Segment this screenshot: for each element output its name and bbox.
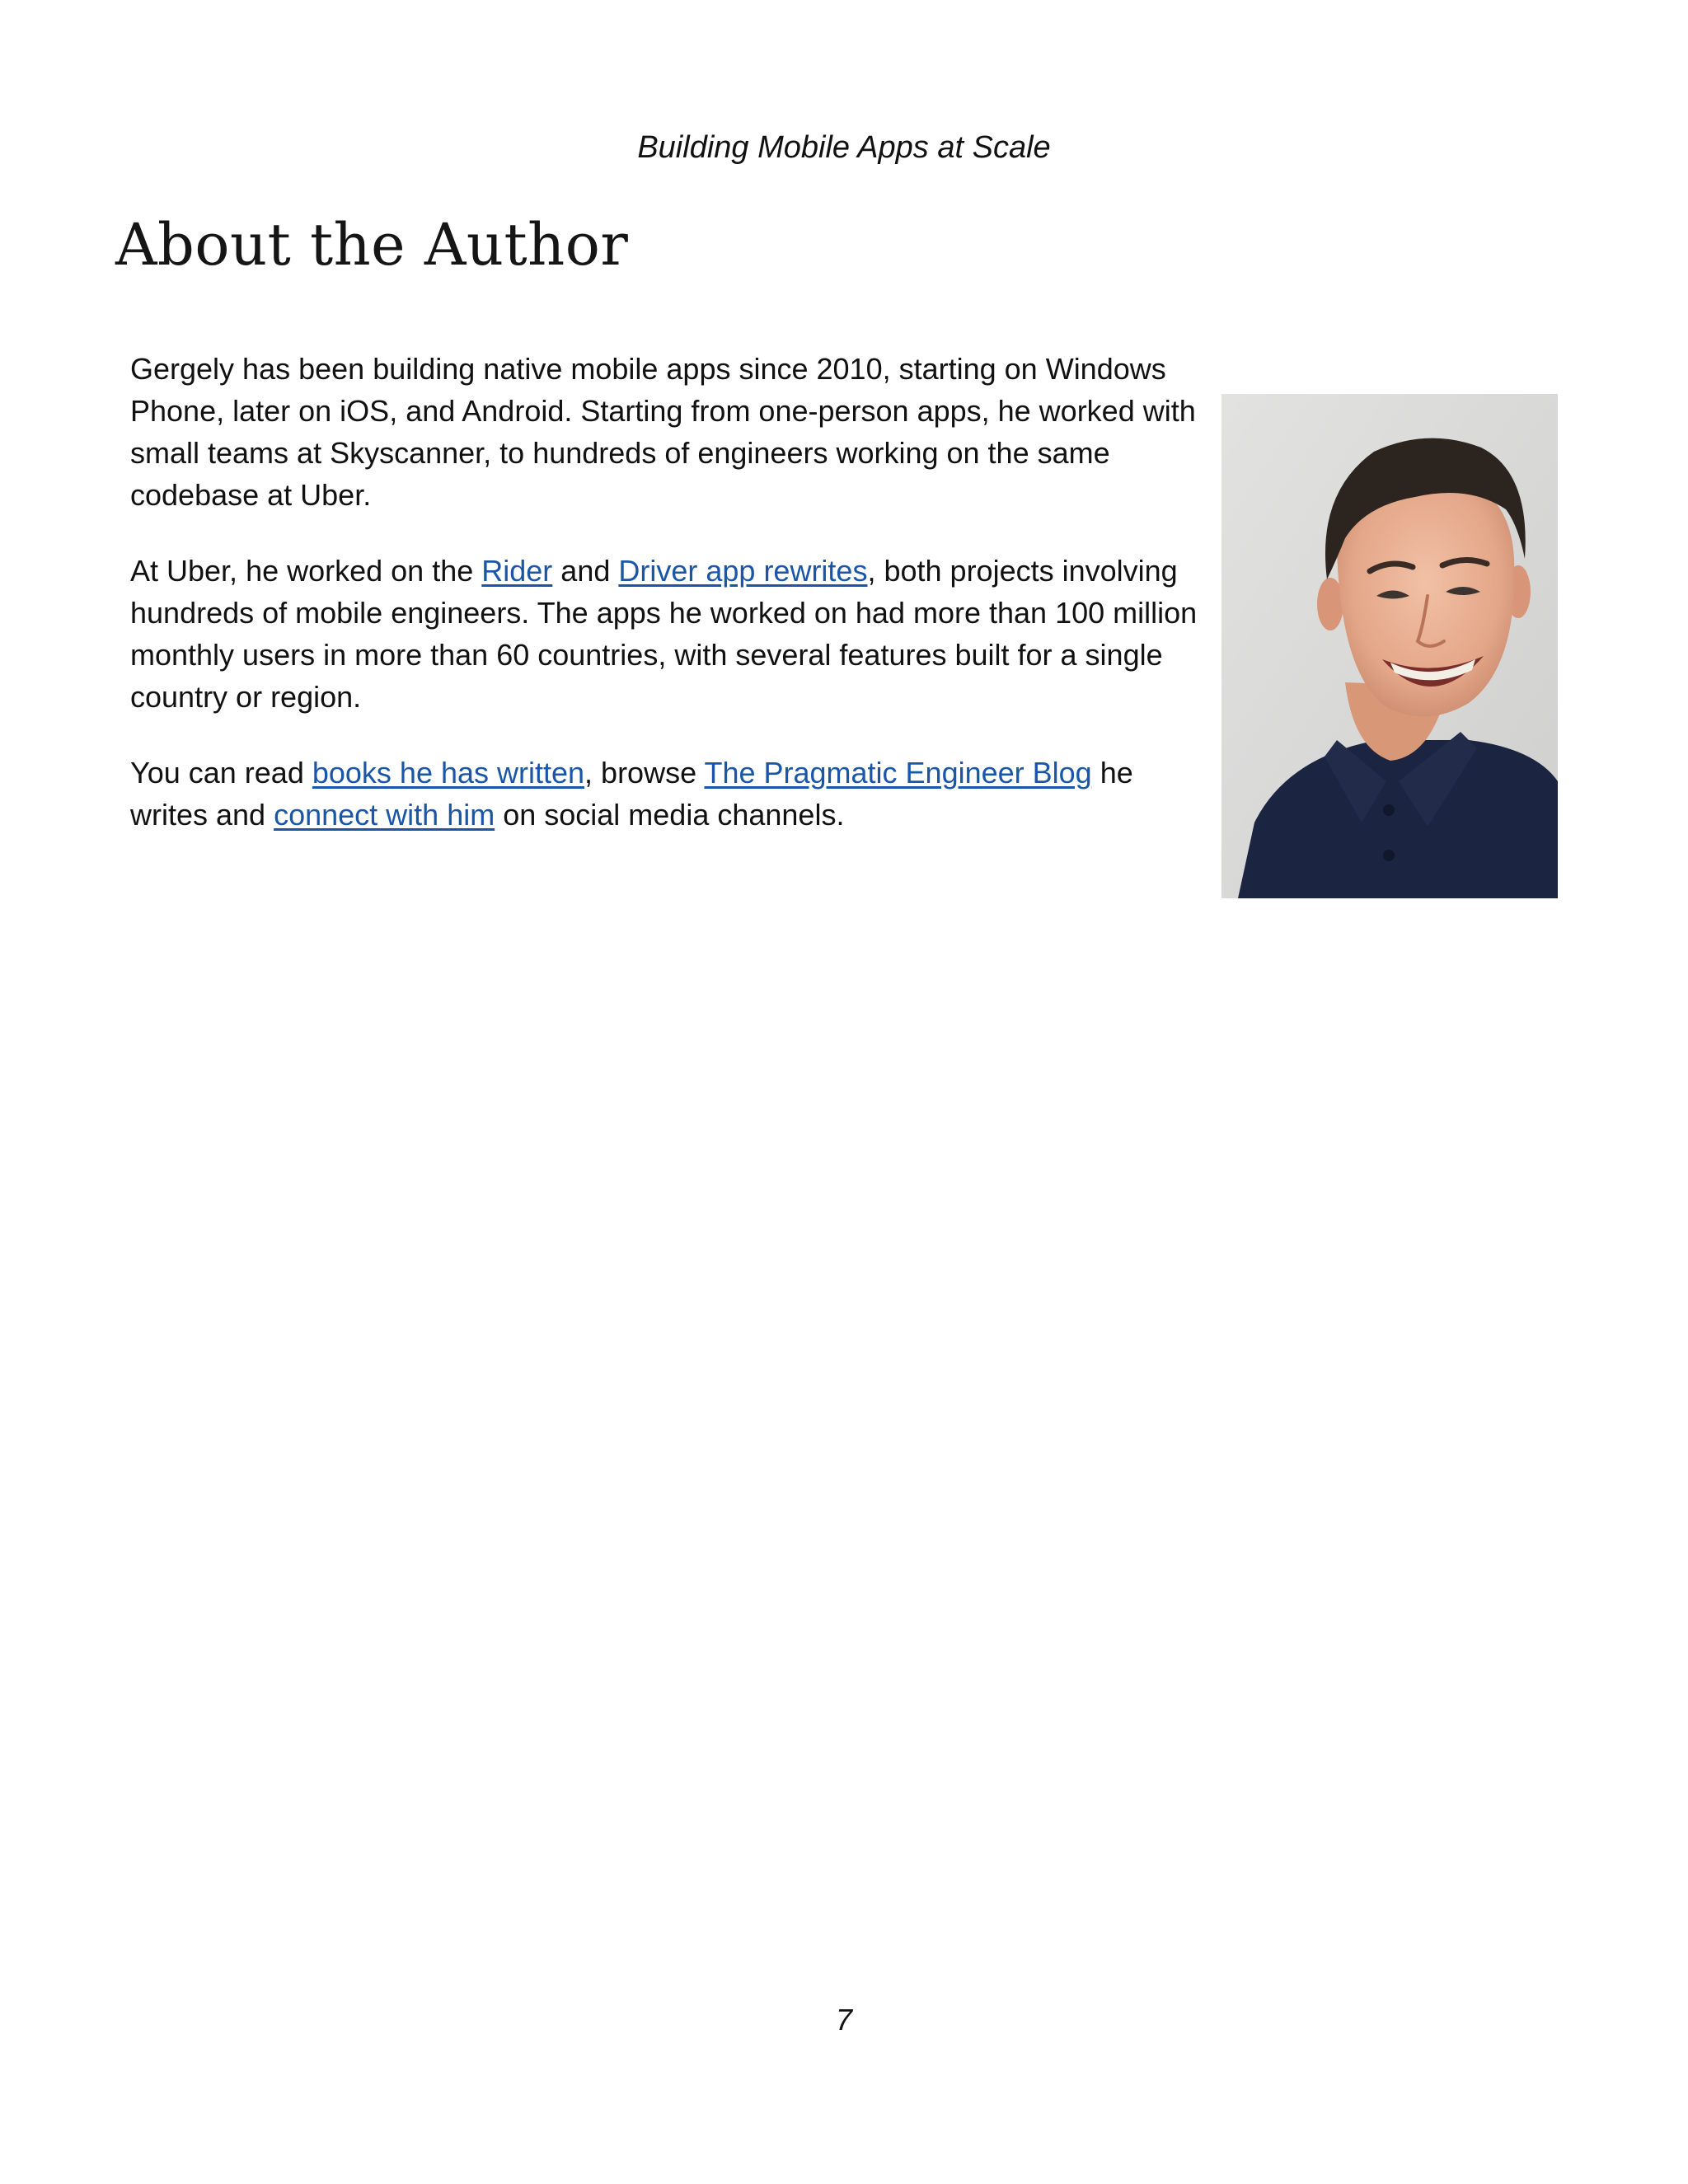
author-bio — [130, 348, 1202, 869]
page-title: About the Author — [115, 211, 629, 279]
bio-paragraph-1-text: Gergely has been building native mobile apps since 2010, starting on Windows Phone, later on iOS, and Android. Starting from one-person apps, he worked with small teams at Skyscanner, to hundreds of engineers working on the same codebase at Uber. — [130, 352, 1196, 512]
bio-paragraph-2 — [130, 550, 1202, 718]
bio-paragraph-3-text-3: he writes and — [130, 756, 1133, 832]
running-header: Building Mobile Apps at Scale — [637, 130, 1051, 165]
bio-paragraph-3-text-1: You can read — [130, 756, 312, 790]
bio-paragraph-2-text-2: and — [552, 554, 619, 588]
author-portrait-image — [1221, 394, 1558, 898]
bio-paragraph-3-text-4: on social media channels. — [495, 798, 845, 832]
pragmatic-engineer-blog-link[interactable]: The Pragmatic Engineer Blog — [704, 756, 1092, 790]
page-number: 7 — [835, 2003, 853, 2036]
connect-link[interactable]: connect with him — [274, 798, 495, 832]
books-link[interactable]: books he has written — [312, 756, 585, 790]
author-photo — [1221, 394, 1558, 898]
bio-paragraph-2-text-1: At Uber, he worked on the — [130, 554, 482, 588]
bio-paragraph-1 — [130, 348, 1202, 516]
driver-app-rewrites-link[interactable]: Driver app rewrites — [618, 554, 868, 588]
bio-paragraph-3-text-2: , browse — [584, 756, 705, 790]
bio-paragraph-2-text-3: , both projects involving hundreds of mobile engineers. The apps he worked on had more than 100 million monthly users in more than 60 countries, with several features built for a single country or region. — [130, 554, 1198, 714]
rider-link[interactable]: Rider — [481, 554, 553, 588]
bio-paragraph-3 — [130, 752, 1202, 836]
